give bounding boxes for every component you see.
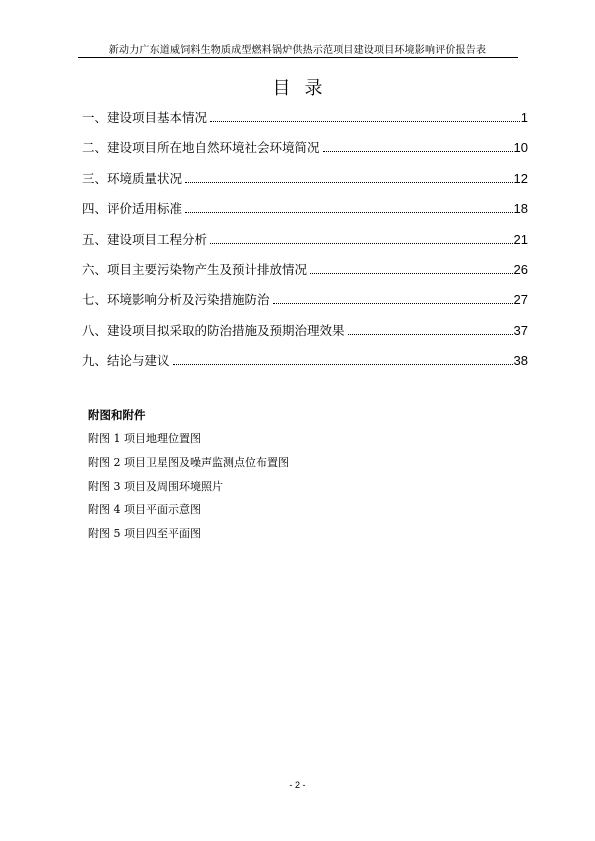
toc-entry[interactable] — [82, 260, 528, 290]
toc-leader — [273, 302, 513, 304]
toc-entry-label: 二、建设项目所在地自然环境社会环境简况 — [82, 140, 320, 156]
appendix-title: 附图和附件 — [88, 408, 146, 422]
toc-leader — [310, 272, 513, 274]
toc-entry[interactable] — [82, 108, 528, 138]
toc-leader — [173, 363, 513, 365]
toc-entry-label: 八、建设项目拟采取的防治措施及预期治理效果 — [82, 322, 345, 338]
appendix-list — [88, 405, 289, 548]
toc-entry[interactable] — [82, 230, 528, 260]
toc-title-char-1: 目 — [272, 78, 291, 99]
appendix-item: 附图 2 项目卫星图及噪声监测点位布置图 — [88, 455, 289, 469]
toc-leader — [210, 120, 520, 122]
toc-entry-label: 七、环境影响分析及污染措施防治 — [82, 292, 270, 308]
appendix-item: 附图 3 项目及周围环境照片 — [88, 479, 223, 493]
header-rule — [78, 57, 518, 58]
toc-leader — [185, 181, 513, 183]
toc-entry[interactable] — [82, 199, 528, 229]
toc-entry[interactable] — [82, 169, 528, 199]
toc-entry-label: 一、建设项目基本情况 — [82, 110, 208, 125]
toc-entry-label: 三、环境质量状况 — [82, 170, 183, 186]
toc-entry-page: 27 — [513, 292, 528, 308]
toc-entry-label: 五、建设项目工程分析 — [82, 231, 208, 247]
toc-entry-page: 1 — [520, 110, 528, 125]
toc-entry[interactable] — [82, 290, 528, 320]
appendix-item: 附图 5 项目四至平面图 — [88, 527, 201, 541]
toc-entry-label: 六、项目主要污染物产生及预计排放情况 — [82, 261, 308, 277]
toc-leader — [185, 211, 513, 213]
toc-entry-label: 九、结论与建议 — [82, 353, 170, 369]
toc-list — [82, 108, 528, 382]
toc-entry-page: 12 — [513, 170, 528, 186]
toc-leader — [210, 242, 513, 244]
appendix-item: 附图 1 项目地理位置图 — [88, 432, 201, 445]
toc-entry-page: 18 — [513, 201, 528, 217]
toc-entry-page: 38 — [513, 353, 528, 369]
document-header: 新动力广东道威饲料生物质成型燃料锅炉供热示范项目建设项目环境影响评价报告表 — [108, 45, 487, 56]
toc-title-char-2: 录 — [304, 78, 323, 99]
toc-entry-label: 四、评价适用标准 — [82, 201, 183, 217]
page-number: - 2 - — [289, 780, 306, 790]
toc-entry[interactable] — [82, 351, 528, 381]
toc-entry[interactable] — [82, 321, 528, 351]
appendix-item: 附图 4 项目平面示意图 — [88, 503, 201, 517]
toc-leader — [348, 333, 513, 335]
toc-entry-page: 10 — [513, 140, 528, 156]
toc-entry-page: 21 — [513, 231, 528, 247]
toc-entry[interactable] — [82, 138, 528, 168]
toc-leader — [323, 150, 513, 152]
toc-title — [0, 74, 595, 100]
toc-entry-page: 26 — [513, 261, 528, 277]
toc-entry-page: 37 — [513, 322, 528, 338]
